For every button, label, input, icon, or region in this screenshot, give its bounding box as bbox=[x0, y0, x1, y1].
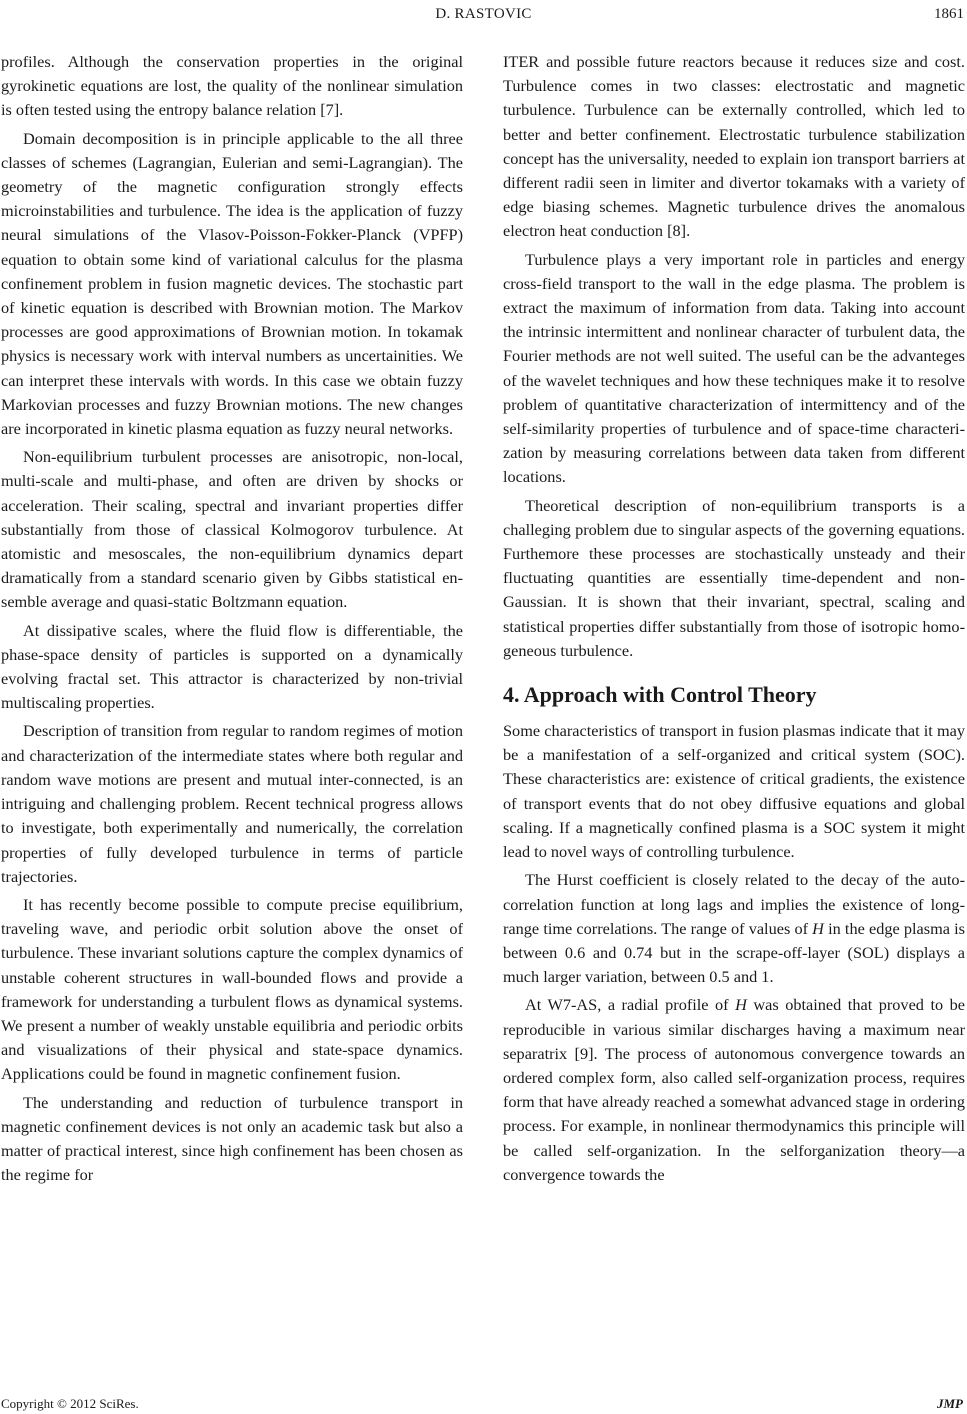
paragraph: It has recently become possible to compute precise equilibrium, traveling wave, and periodic orbit solution above the onset of turbulence. These invariant solutions capture the complex dynamics of unstable coherent structures in wall-bounded flows and provide a framework for understanding a turbulent flows as dynamical systems. We present a number of weakly unstable equilibria and periodic orbits and visualizations of their physical and state-space dynamics. Applications could be found in magnetic confinement fusion. bbox=[1, 894, 463, 1084]
text-run: was obtained that proved to be reproducible in various similar discharges having a maximum near separatrix [9]. The process of autonomous convergence towards an ordered complex form, also called self-organization process, requires form that have already reached a somewhat advanced stage in ordering process. For example, in nonlinear thermodynamics this principle will be called self-organization. In the selforganization theory—a convergence towards the bbox=[503, 995, 965, 1184]
section-heading: 4. Approach with Control Theory bbox=[503, 682, 817, 708]
page-number: 1861 bbox=[934, 6, 964, 22]
paragraph bbox=[503, 993, 965, 1187]
paragraph: Theoretical description of non-equilibrium transports is a challeging problem due to singular aspects of the governing equations. Furthemore these processes are stochastically unsteady and their fluctuating quantities are essentially time-dependent and non-Gaussian. It is shown that their invariant, spectral, scaling and statistical properties differ substantially from those of isotropic homogeneous turbulence. bbox=[503, 495, 965, 660]
page-footer bbox=[1, 1396, 963, 1414]
paragraph bbox=[503, 868, 965, 989]
text-run: At W7-AS, a radial profile of bbox=[525, 995, 736, 1015]
text-run: The Hurst coefficient is closely related to the decay of the auto-correlation function at long lags and implies the existence of long-range time correlations. The range of values of bbox=[503, 870, 965, 938]
running-head-author: D. RASTOVIC bbox=[435, 6, 532, 22]
paragraph: Domain decomposition is in principle applicable to the all three classes of schemes (Lagrangian, Eulerian and semi-Lagrangian). The geometry of the magnetic configuration strongly effects microinstabilities and turbulence. The idea is the application of fuzzy neural simulations of the Vlasov-Poisson-Fokker-Planck (VPFP) equation to obtain some kind of variational calculus for the plasma confinement problem in fusion magnetic devices. The stochastic part of kinetic equation is described with Brownian motion. The Markov processes are good approximations of Brownian motion. In tokamak physics is necessary work with interval numbers as uncertainities. We can interpret these intervals with words. In this case we obtain fuzzy Markovian processes and fuzzy Brownian motions. The new changes are incorporated in kinetic plasma equation as fuzzy neural networks. bbox=[1, 128, 463, 439]
journal-abbrev: JMP bbox=[937, 1396, 963, 1411]
paragraph: Turbulence plays a very important role in particles and energy cross-field transport to the wall in the edge plasma. The problem is extract the maximum of information from data. Taking into account the intrinsic intermittent and nonlinear character of turbulent data, the Fourier methods are not well suited. The useful can be the advanteges of the wavelet techniques and how these techniques make it to resolve problem of quantitative characterization of intermittency and of the self-similarity properties of turbulence and of space-time characterization by measuring correlations between data taken from different locations. bbox=[503, 249, 965, 487]
text-run: in the edge plasma is between 0.6 and 0.74 but in the scrape-off-layer (SOL) displays a much larger variation, between 0.5 and 1. bbox=[503, 918, 965, 987]
paragraph: Non-equilibrium turbulent processes are anisotropic, non-local, multi-scale and multi-phase, and often are driven by shocks or acceleration. Their scaling, spectral and invariant properties differ substantially from those of classical Kolmogorov turbulence. At atomistic and mesoscales, the non-equilibrium dynamics depart dramatically from a standard scenario given by Gibbs statistical ensemble average and quasi-static Boltzmann equation. bbox=[1, 447, 463, 612]
variable-h: H bbox=[735, 995, 747, 1015]
variable-h: H bbox=[812, 918, 824, 938]
right-column bbox=[503, 50, 965, 1191]
paragraph: Description of transition from regular to random regimes of motion and characterization of the intermediate states where both regular and random wave motions are present and mutual inter-connected, is an intriguing and challenging problem. Recent technical progress allows to investigate, both experimentally and numerically, the correlation properties of fully developed turbulence in terms of particle trajectories. bbox=[1, 721, 463, 886]
paragraph: At dissipative scales, where the fluid flow is differentiable, the phase-space density of particles is supported on a dynamically evolving fractal set. This attractor is characterized by non-trivial multiscaling properties. bbox=[1, 620, 463, 713]
page-header bbox=[0, 6, 967, 28]
paragraph: profiles. Although the conservation properties in the original gyrokinetic equations are lost, the quality of the nonlinear simulation is often tested using the entropy balance relation [7]. bbox=[1, 52, 463, 120]
copyright-notice: Copyright © 2012 SciRes. bbox=[1, 1396, 139, 1411]
paragraph: Some characteristics of transport in fusion plasmas indicate that it may be a manifestation of a self-organized and critical system (SOC). These characteristics are: existence of critical gradients, the existence of transport events that do not obey diffusive equations and global scaling. If a magnetically confined plasma is a SOC system it might lead to novel ways of controlling turbulence. bbox=[503, 721, 965, 862]
paragraph: The understanding and reduction of turbulence transport in magnetic confinement devices is not only an academic task but also a matter of practical interest, since high confinement has been chosen as the regime for bbox=[1, 1092, 463, 1185]
left-column bbox=[1, 50, 463, 1191]
paragraph: ITER and possible future reactors because it reduces size and cost. Turbulence comes in two classes: electrostatic and magnetic turbulence. Turbulence can be externally controlled, which led to better and better confinement. Electrostatic turbulence stabilization concept has the universality, needed to explain ion transport barriers at different radii seen in limiter and divertor tokamaks with a variety of edge biasing schemes. Magnetic turbulence drives the anomalous electron heat conduction [8]. bbox=[503, 52, 965, 241]
